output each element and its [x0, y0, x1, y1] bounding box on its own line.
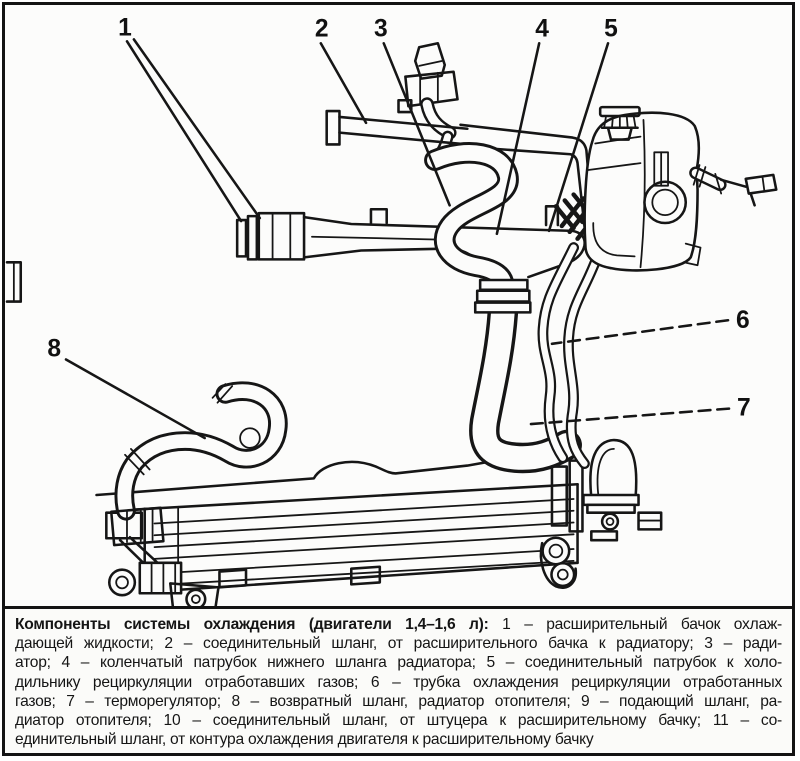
caption-line: дающей жидкости; 2 – соединительный шланг, от расширительного бачка к радиатору; 3 – ради- [15, 635, 782, 653]
caption-line: дильнику рециркуляции отработавших газов; 6 – трубка охлаждения рециркуляции отработанных [15, 673, 782, 691]
hose-clamp [475, 280, 530, 312]
caption-line [15, 615, 782, 634]
coolant-pipe-assembly [237, 206, 585, 279]
callout-label-8: 8 [47, 335, 62, 363]
engine-cowl-outline [7, 262, 556, 495]
caption-line: атор; 4 – коленчатый патрубок нижнего шланга радиатора; 5 – соединительный патрубок к холо- [15, 654, 782, 672]
caption-line1-rest: 1 – расширительный бачок охлаж- [488, 616, 782, 633]
egr-cooling-tubes [543, 248, 599, 464]
cooling-system-diagram [5, 5, 792, 606]
radiator [106, 484, 577, 606]
figure-frame [2, 2, 795, 756]
callout-label-1: 1 [118, 14, 132, 42]
caption-line: единительный шланг, от контура охлаждения двигателя к расширительному бачку [15, 731, 594, 749]
callout-label-5: 5 [604, 15, 618, 43]
tank-nozzle [694, 165, 777, 205]
callout-label-7: 7 [736, 394, 751, 422]
callout-label-4: 4 [535, 15, 549, 43]
expansion-tank [585, 107, 777, 270]
caption-heading: Компоненты системы охлаждения (двигатели 1,4–1,6 л): [15, 616, 489, 633]
figure-caption [5, 606, 792, 753]
caption-line: газов; 7 – терморегулятор; 8 – возвратный шланг, радиатор отопителя; 9 – подающий шланг, ра- [15, 692, 782, 710]
callout-label-6: 6 [735, 307, 750, 335]
caption-line: диатор отопителя; 10 – соединительный шланг, от штуцера к расширительному бачку; 11 – со- [15, 712, 782, 730]
callout-label-2: 2 [314, 15, 329, 43]
callout-label-3: 3 [373, 15, 388, 43]
upper-hose-loop [435, 153, 508, 285]
